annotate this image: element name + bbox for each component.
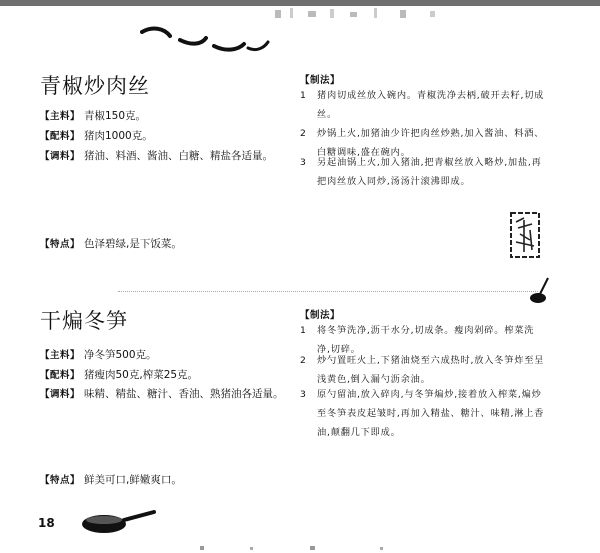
step-text: 炒锅上火,加猪油少许把肉丝炒熟,加入酱油、料酒、白糖调味,盛在碗内。 — [317, 128, 545, 158]
recipe1-seasoning-row — [40, 148, 273, 163]
recipe1-feature-row — [40, 236, 182, 251]
step-number: 2 — [300, 128, 306, 139]
recipe2-step — [300, 385, 545, 442]
aux-ingredient-tag: 【配料】 — [40, 131, 81, 142]
recipe2-seasoning-row — [40, 386, 284, 401]
step-number: 3 — [300, 157, 306, 168]
step-text: 将冬笋洗净,沥干水分,切成条。瘦肉剁碎。榨菜洗净,切碎。 — [317, 325, 535, 355]
seal-stamp — [510, 212, 540, 258]
step-number: 1 — [300, 90, 306, 101]
step-text: 原勺留油,放入碎肉,与冬笋煸炒,接着放入榨菜,煸炒至冬笋表皮起皱时,再加入精盐、糖汁、味精,淋上香油,颠翻几下即成。 — [317, 389, 545, 438]
main-ingredient-value: 净冬笋500克。 — [84, 349, 157, 361]
seasoning-tag: 【调料】 — [40, 389, 81, 400]
recipe2-feature-row — [40, 472, 182, 487]
recipe2-title: 干煸冬笋 — [40, 309, 128, 333]
feature-tag: 【特点】 — [40, 239, 81, 250]
step-number: 3 — [300, 389, 306, 400]
scan-noise — [190, 545, 440, 551]
recipe2-step — [300, 351, 545, 389]
aux-ingredient-value: 猪肉1000克。 — [84, 130, 153, 142]
ladle-icon — [528, 276, 554, 306]
feature-value: 色泽碧绿,是下饭菜。 — [84, 238, 182, 250]
seasoning-tag: 【调料】 — [40, 151, 81, 162]
step-text: 猪肉切成丝放入碗内。青椒洗净去柄,破开去籽,切成丝。 — [317, 90, 545, 120]
feature-tag: 【特点】 — [40, 475, 81, 486]
recipe1-step — [300, 153, 545, 191]
recipe1-step — [300, 86, 545, 124]
recipe1-main-row — [40, 108, 146, 123]
recipe2-method-heading: 【制法】 — [300, 310, 341, 321]
recipe1-title: 青椒炒肉丝 — [40, 74, 150, 98]
scan-noise — [270, 6, 450, 22]
step-number: 1 — [300, 325, 306, 336]
main-ingredient-tag: 【主料】 — [40, 350, 81, 361]
main-ingredient-tag: 【主料】 — [40, 111, 81, 122]
seasoning-value: 猪油、料酒、酱油、白糖、精盐各适量。 — [84, 150, 273, 162]
step-number: 2 — [300, 355, 306, 366]
frying-pan-icon — [80, 508, 156, 538]
aux-ingredient-tag: 【配料】 — [40, 370, 81, 381]
section-divider — [118, 291, 538, 292]
main-ingredient-value: 青椒150克。 — [84, 110, 147, 122]
step-text: 另起油锅上火,加入猪油,把青椒丝放入略炒,加盐,再把肉丝放入同炒,汤汤汁滚沸即成。 — [317, 157, 542, 187]
recipe2-aux-row — [40, 367, 198, 382]
recipe2-main-row — [40, 347, 157, 362]
seasoning-value: 味精、精盐、糖汁、香油、熟猪油各适量。 — [84, 388, 284, 400]
recipe1-aux-row — [40, 128, 153, 143]
brush-stroke-decoration — [140, 18, 270, 58]
feature-value: 鲜美可口,鲜嫩爽口。 — [84, 474, 182, 486]
step-text: 炒勺置旺火上,下猪油烧至六成热时,放入冬笋炸至呈浅黄色,倒入漏勺沥余油。 — [317, 355, 545, 385]
aux-ingredient-value: 猪瘦肉50克,榨菜25克。 — [84, 369, 199, 381]
recipe1-method-heading: 【制法】 — [300, 75, 341, 86]
page-number: 18 — [38, 516, 55, 530]
